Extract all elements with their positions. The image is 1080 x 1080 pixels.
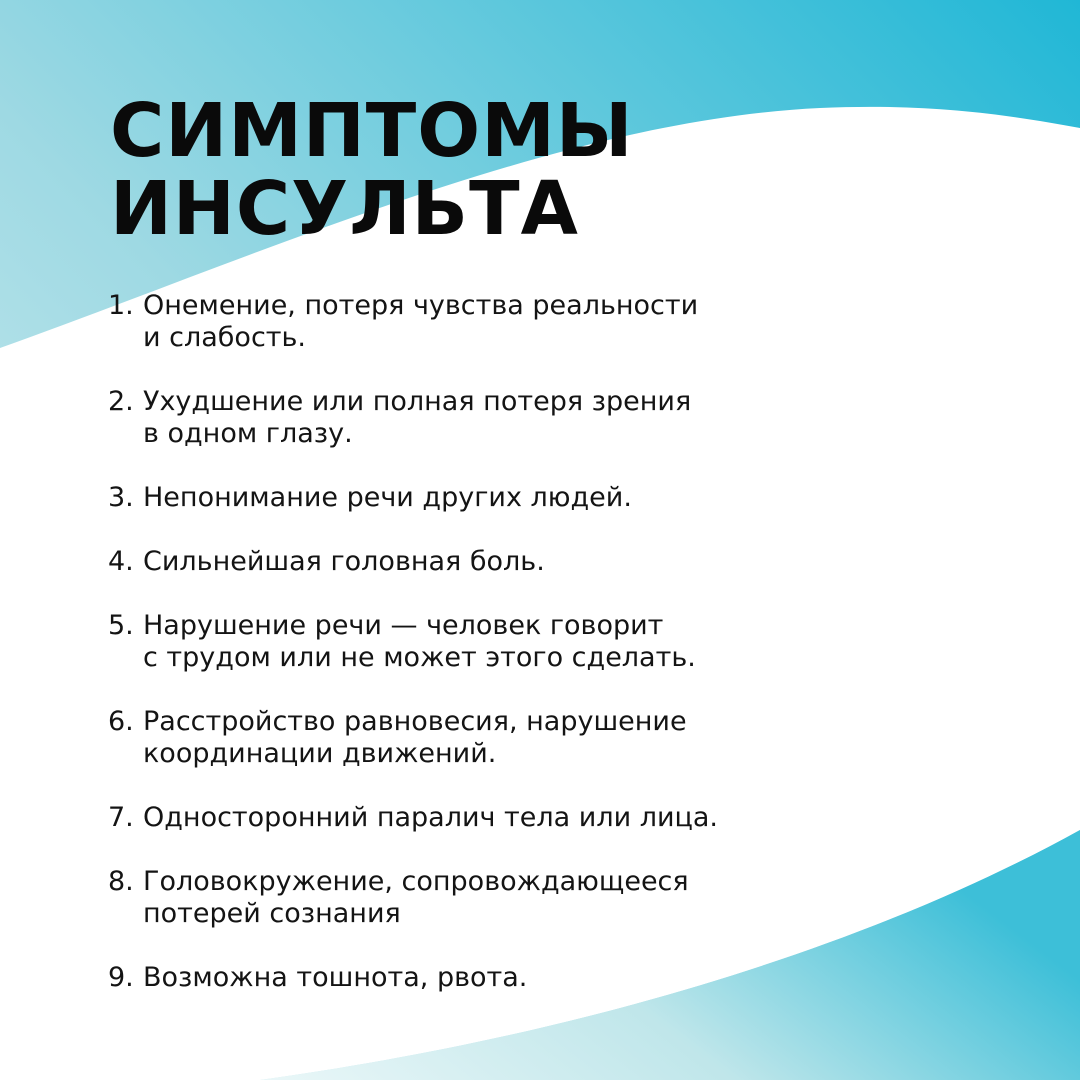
- list-item: [108, 706, 718, 770]
- item-text-line: с трудом или не может этого сделать.: [143, 642, 696, 673]
- item-number: 4.: [108, 546, 134, 577]
- list-item: [108, 482, 718, 514]
- list-item: [108, 866, 718, 930]
- list-item: [108, 290, 718, 354]
- item-text-line: Непонимание речи других людей.: [143, 482, 632, 513]
- item-text-line: Онемение, потеря чувства реальности: [143, 290, 699, 321]
- title-line-2: ИНСУЛЬТА: [110, 166, 579, 252]
- list-item: [108, 962, 718, 994]
- item-text-line: и слабость.: [143, 322, 307, 353]
- item-text-line: Сильнейшая головная боль.: [143, 546, 545, 577]
- symptoms-list: [108, 290, 718, 1026]
- item-number: 2.: [108, 386, 134, 417]
- list-item: [108, 546, 718, 578]
- item-number: 9.: [108, 962, 134, 993]
- item-text-line: Расстройство равновесия, нарушение: [143, 706, 687, 737]
- item-text-line: координации движений.: [143, 738, 497, 769]
- item-number: 6.: [108, 706, 134, 737]
- page-title: [110, 88, 634, 252]
- item-text-line: Головокружение, сопровождающееся: [143, 866, 689, 897]
- item-number: 7.: [108, 802, 134, 833]
- item-number: 3.: [108, 482, 134, 513]
- item-number: 8.: [108, 866, 134, 897]
- list-item: [108, 386, 718, 450]
- item-text-line: Возможна тошнота, рвота.: [143, 962, 528, 993]
- list-item: [108, 610, 718, 674]
- item-number: 5.: [108, 610, 134, 641]
- title-line-1: СИМПТОМЫ: [110, 88, 634, 174]
- list-item: [108, 802, 718, 834]
- item-text-line: Ухудшение или полная потеря зрения: [143, 386, 692, 417]
- item-number: 1.: [108, 290, 134, 321]
- item-text-line: Односторонний паралич тела или лица.: [143, 802, 719, 833]
- item-text-line: в одном глазу.: [143, 418, 353, 449]
- item-text-line: Нарушение речи — человек говорит: [143, 610, 664, 641]
- item-text-line: потерей сознания: [143, 898, 401, 929]
